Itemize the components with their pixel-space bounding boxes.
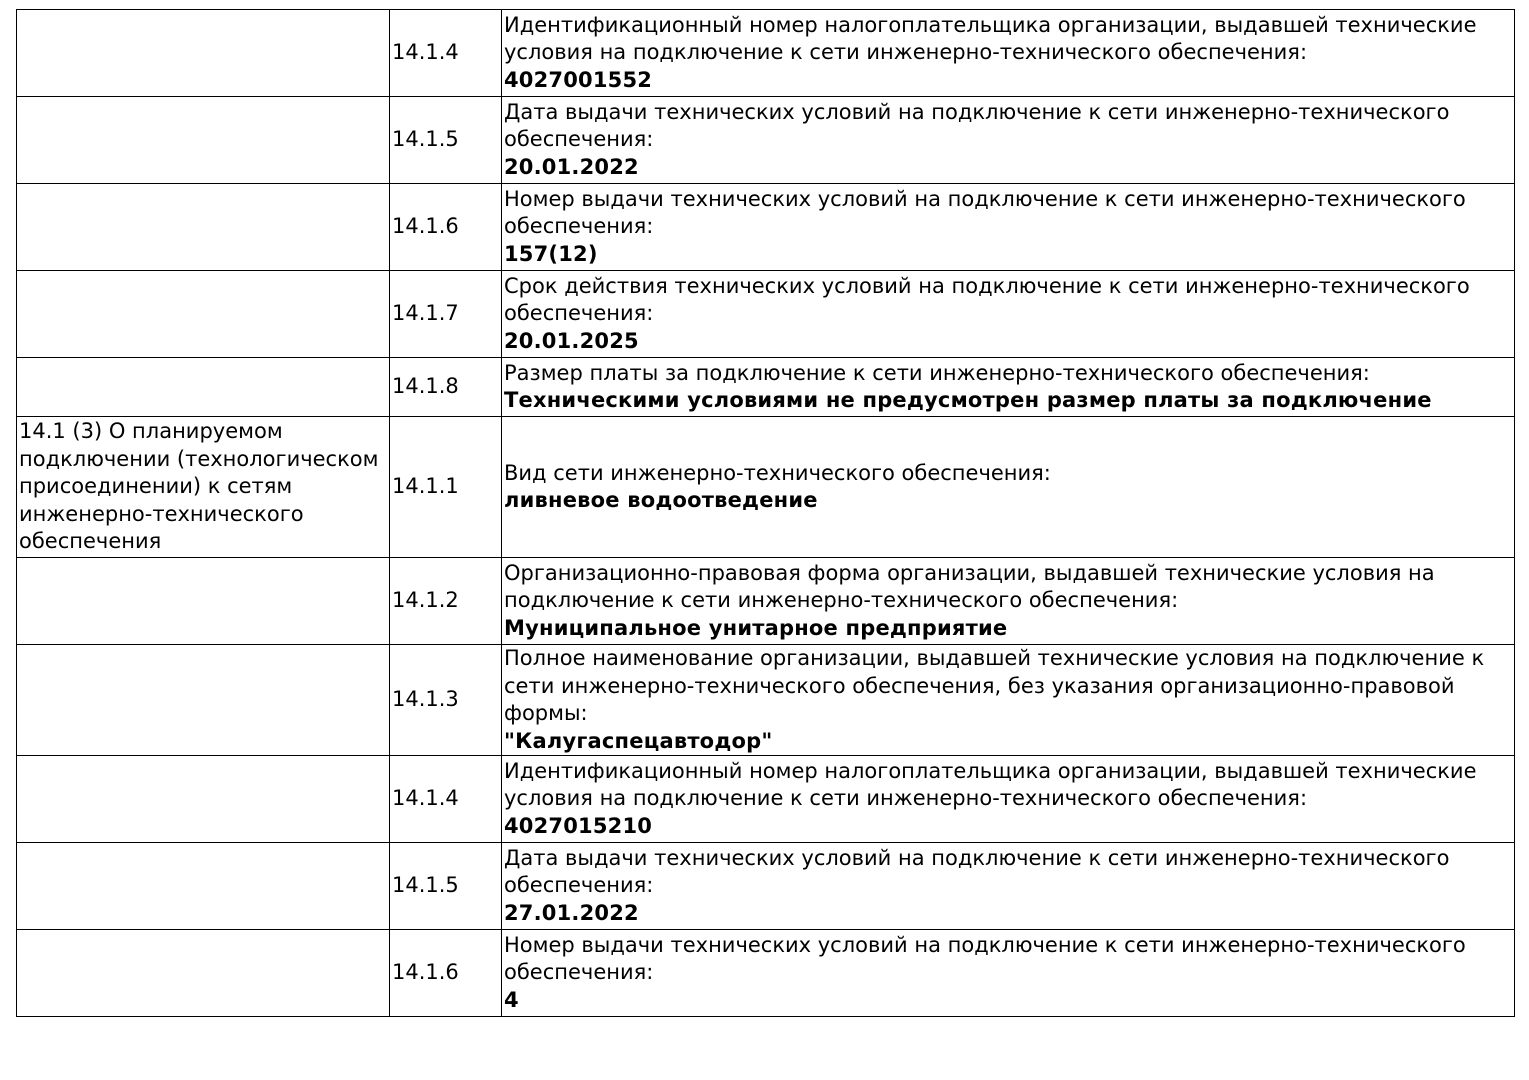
section-cell [17,930,390,1017]
document-table [16,9,1515,1017]
table-row [17,417,1515,558]
item-value: 157(12) [504,241,598,266]
item-number: 14.1.5 [390,843,502,930]
item-number: 14.1.4 [390,756,502,843]
table-row [17,645,1515,756]
item-description: Полное наименование организации, выдавшей технические условия на подключение к сети инженерно-технического обеспечения, без указания организационно-правовой формы: [504,646,1485,725]
table-row [17,358,1515,417]
item-number: 14.1.8 [390,358,502,417]
section-cell [17,756,390,843]
item-number: 14.1.1 [390,417,502,558]
item-value: 20.01.2025 [504,328,639,353]
item-cell [502,843,1515,930]
item-description: Идентификационный номер налогоплательщика организации, выдавшей технические условия на подключение к сети инженерно-технического обеспечения: [504,12,1477,65]
item-cell [502,645,1515,756]
section-cell [17,10,390,97]
table-row [17,10,1515,97]
table-row [17,271,1515,358]
item-description: Организационно-правовая форма организации, выдавшей технические условия на подключение к сети инженерно-технического обеспечения: [504,560,1435,613]
item-value: ливневое водоотведение [504,488,818,512]
table-row [17,97,1515,184]
section-cell [17,184,390,271]
item-cell [502,97,1515,184]
item-cell [502,358,1515,417]
item-cell [502,930,1515,1017]
item-number: 14.1.2 [390,558,502,645]
item-description: Дата выдачи технических условий на подключение к сети инженерно-технического обеспечения: [504,99,1450,152]
item-value: 4 [504,987,519,1012]
item-value: Муниципальное унитарное предприятие [504,615,1008,640]
section-cell [17,97,390,184]
item-number: 14.1.6 [390,930,502,1017]
item-cell [502,417,1515,558]
item-value: Техническими условиями не предусмотрен размер платы за подключение [504,388,1432,412]
item-description: Идентификационный номер налогоплательщика организации, выдавшей технические условия на подключение к сети инженерно-технического обеспечения: [504,758,1477,811]
item-description: Размер платы за подключение к сети инженерно-технического обеспечения: [504,360,1370,385]
table-row [17,558,1515,645]
item-cell [502,558,1515,645]
item-cell [502,10,1515,97]
item-number: 14.1.6 [390,184,502,271]
section-cell [17,645,390,756]
item-number: 14.1.7 [390,271,502,358]
item-cell [502,756,1515,843]
item-number: 14.1.3 [390,645,502,756]
section-title: 14.1 (3) О планируемом подключении (технологическом присоединении) к сетям инженерно-технического обеспечения [17,417,390,558]
item-description: Номер выдачи технических условий на подключение к сети инженерно-технического обеспечения: [504,186,1466,239]
section-cell [17,843,390,930]
item-value: 4027001552 [504,67,653,92]
table-row [17,756,1515,843]
item-cell [502,271,1515,358]
table-row [17,843,1515,930]
item-value: 4027015210 [504,813,653,838]
table-row [17,930,1515,1017]
item-number: 14.1.4 [390,10,502,97]
item-description: Вид сети инженерно-технического обеспечения: [504,460,1051,485]
item-value: 27.01.2022 [504,900,639,925]
item-value: "Калугаспецавтодор" [504,728,773,753]
section-cell [17,558,390,645]
table-row [17,184,1515,271]
section-cell [17,358,390,417]
item-value: 20.01.2022 [504,154,639,179]
item-description: Дата выдачи технических условий на подключение к сети инженерно-технического обеспечения: [504,845,1450,898]
item-cell [502,184,1515,271]
item-number: 14.1.5 [390,97,502,184]
item-description: Номер выдачи технических условий на подключение к сети инженерно-технического обеспечения: [504,932,1466,985]
section-cell [17,271,390,358]
item-description: Срок действия технических условий на подключение к сети инженерно-технического обеспечения: [504,273,1470,326]
